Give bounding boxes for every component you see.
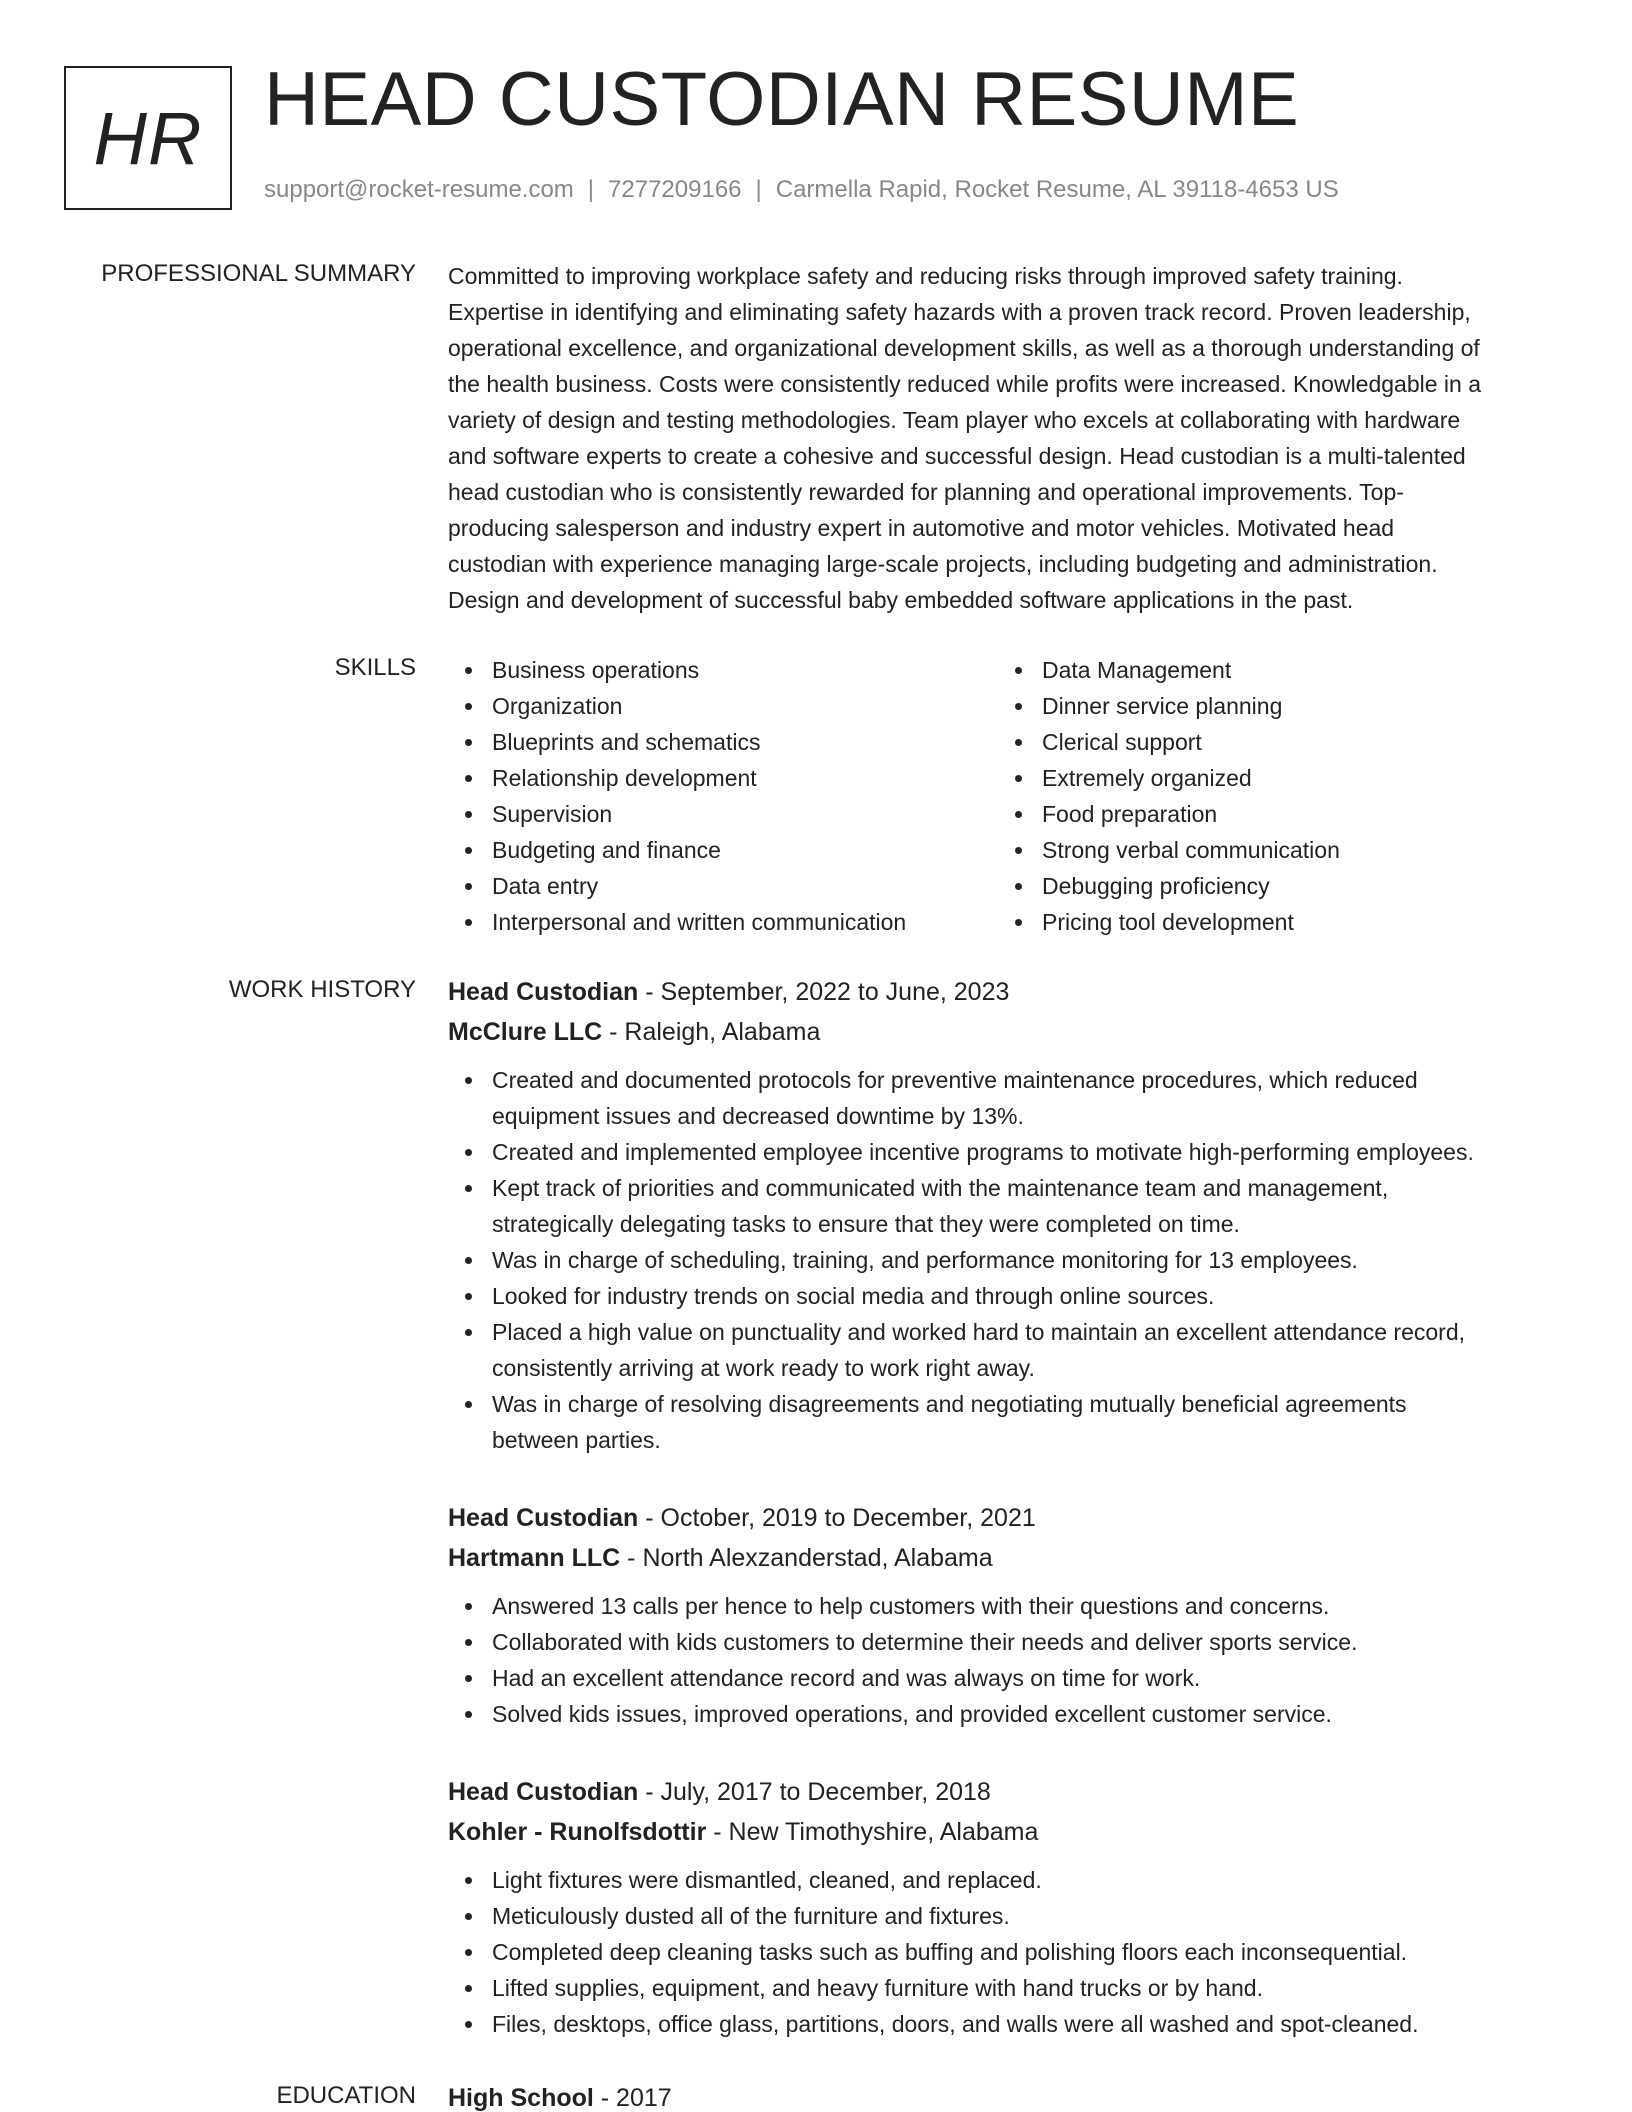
contact-separator: | bbox=[755, 176, 762, 203]
education-degree: High School bbox=[448, 2084, 594, 2112]
contact-email[interactable]: support@rocket-resume.com bbox=[264, 176, 574, 203]
summary-line: custodian with experience managing large-scale projects, including budgeting and administration. bbox=[448, 551, 1438, 577]
job-location: - Raleigh, Alabama bbox=[602, 1018, 821, 1046]
summary-heading: PROFESSIONAL SUMMARY bbox=[101, 260, 416, 287]
summary-line: and software experts to create a cohesive and successful design. Head custodian is a multi-talented bbox=[448, 443, 1466, 469]
job-dates: - September, 2022 to June, 2023 bbox=[638, 978, 1010, 1006]
summary-line: Committed to improving workplace safety and reducing risks through improved safety training. bbox=[448, 263, 1403, 289]
monogram-initials: HR bbox=[93, 96, 203, 180]
job-title-line bbox=[448, 1772, 1568, 1812]
job-bullet: Completed deep cleaning tasks such as buffing and polishing floors each inconsequential. bbox=[448, 1934, 1568, 1970]
job-bullet: Meticulously dusted all of the furniture and fixtures. bbox=[448, 1898, 1568, 1934]
job-bullets bbox=[448, 1062, 1568, 1458]
skill-item: Clerical support bbox=[998, 724, 1548, 760]
summary-line: operational excellence, and organizational development skills, as well as a thorough understanding of bbox=[448, 335, 1480, 361]
contact-line bbox=[264, 176, 1339, 204]
skill-item: Debugging proficiency bbox=[998, 868, 1548, 904]
job-location: - North Alexzanderstad, Alabama bbox=[620, 1544, 993, 1572]
skill-item: Business operations bbox=[448, 652, 998, 688]
skills-list-right bbox=[998, 652, 1548, 940]
education-year: - 2017 bbox=[593, 2084, 672, 2112]
job-bullet: Created and implemented employee incentive programs to motivate high-performing employees. bbox=[448, 1134, 1568, 1170]
job-bullet: Had an excellent attendance record and was always on time for work. bbox=[448, 1660, 1568, 1696]
job-bullet: Solved kids issues, improved operations, and provided excellent customer service. bbox=[448, 1696, 1568, 1732]
contact-separator: | bbox=[587, 176, 595, 203]
skill-item: Strong verbal communication bbox=[998, 832, 1548, 868]
skill-item: Supervision bbox=[448, 796, 998, 832]
summary-line: producing salesperson and industry expert in automotive and motor vehicles. Motivated head bbox=[448, 515, 1395, 541]
skill-item: Food preparation bbox=[998, 796, 1548, 832]
work-history-body bbox=[448, 972, 1568, 2082]
summary-line: Design and development of successful baby embedded software applications in the past. bbox=[448, 587, 1354, 613]
summary-line: variety of design and testing methodologies. Team player who excels at collaborating with hardware bbox=[448, 407, 1461, 433]
job-bullet: Was in charge of resolving disagreements and negotiating mutually beneficial agreements between parties. bbox=[448, 1386, 1568, 1458]
job-entry bbox=[448, 1498, 1568, 1732]
education-body bbox=[448, 2078, 1568, 2112]
job-title-line bbox=[448, 1498, 1568, 1538]
resume-title: HEAD CUSTODIAN RESUME bbox=[264, 57, 1300, 142]
monogram-box bbox=[64, 66, 232, 210]
education-line bbox=[448, 2078, 1568, 2112]
job-company-line bbox=[448, 1538, 1568, 1578]
job-company-line bbox=[448, 1012, 1568, 1052]
summary-line: the health business. Costs were consistently reduced while profits were increased. Knowledgable in a bbox=[448, 371, 1482, 397]
summary-line: head custodian who is consistently rewarded for planning and operational improvements. Top- bbox=[448, 479, 1404, 505]
job-bullet: Light fixtures were dismantled, cleaned, and replaced. bbox=[448, 1862, 1568, 1898]
job-title: Head Custodian bbox=[448, 1778, 639, 1806]
job-bullet: Was in charge of scheduling, training, and performance monitoring for 13 employees. bbox=[448, 1242, 1568, 1278]
contact-phone[interactable]: 7277209166 bbox=[608, 176, 742, 203]
job-dates: - October, 2019 to December, 2021 bbox=[638, 1504, 1036, 1532]
job-bullets bbox=[448, 1588, 1568, 1732]
skill-item: Blueprints and schematics bbox=[448, 724, 998, 760]
summary-text bbox=[448, 258, 1568, 618]
job-location: - New Timothyshire, Alabama bbox=[706, 1818, 1039, 1846]
skill-item: Interpersonal and written communication bbox=[448, 904, 998, 940]
job-title: Head Custodian bbox=[448, 1504, 639, 1532]
skill-item: Pricing tool development bbox=[998, 904, 1548, 940]
skills-heading: SKILLS bbox=[334, 654, 416, 681]
skill-item: Organization bbox=[448, 688, 998, 724]
job-bullet: Created and documented protocols for preventive maintenance procedures, which reduced equipment issues and decreased downtime by 13%. bbox=[448, 1062, 1568, 1134]
job-bullets bbox=[448, 1862, 1568, 2042]
job-bullet: Files, desktops, office glass, partitions, doors, and walls were all washed and spot-cleaned. bbox=[448, 2006, 1568, 2042]
skill-item: Budgeting and finance bbox=[448, 832, 998, 868]
job-title-line bbox=[448, 972, 1568, 1012]
skills-columns bbox=[448, 652, 1568, 940]
job-company: McClure LLC bbox=[448, 1018, 603, 1046]
summary-line: Expertise in identifying and eliminating safety hazards with a proven track record. Proven leadership, bbox=[448, 299, 1471, 325]
job-entry bbox=[448, 972, 1568, 1458]
job-company: Kohler - Runolfsdottir bbox=[448, 1818, 707, 1846]
skill-item: Data Management bbox=[998, 652, 1548, 688]
contact-address: Carmella Rapid, Rocket Resume, AL 39118-4653 US bbox=[775, 176, 1339, 203]
skill-item: Extremely organized bbox=[998, 760, 1548, 796]
job-bullet: Placed a high value on punctuality and worked hard to maintain an excellent attendance record, consistently arriving at work ready to work right away. bbox=[448, 1314, 1568, 1386]
education-heading: EDUCATION bbox=[276, 2082, 416, 2109]
skill-item: Dinner service planning bbox=[998, 688, 1548, 724]
skill-item: Relationship development bbox=[448, 760, 998, 796]
work-history-heading: WORK HISTORY bbox=[228, 976, 416, 1003]
job-company: Hartmann LLC bbox=[448, 1544, 621, 1572]
job-bullet: Collaborated with kids customers to determine their needs and deliver sports service. bbox=[448, 1624, 1568, 1660]
skill-item: Data entry bbox=[448, 868, 998, 904]
skills-list-left bbox=[448, 652, 998, 940]
job-bullet: Lifted supplies, equipment, and heavy furniture with hand trucks or by hand. bbox=[448, 1970, 1568, 2006]
job-dates: - July, 2017 to December, 2018 bbox=[638, 1778, 991, 1806]
job-entry bbox=[448, 1772, 1568, 2042]
job-bullet: Looked for industry trends on social media and through online sources. bbox=[448, 1278, 1568, 1314]
job-title: Head Custodian bbox=[448, 978, 639, 1006]
job-bullet: Kept track of priorities and communicated with the maintenance team and management, strategically delegating tasks to ensure that they were completed on time. bbox=[448, 1170, 1568, 1242]
job-bullet: Answered 13 calls per hence to help customers with their questions and concerns. bbox=[448, 1588, 1568, 1624]
job-company-line bbox=[448, 1812, 1568, 1852]
